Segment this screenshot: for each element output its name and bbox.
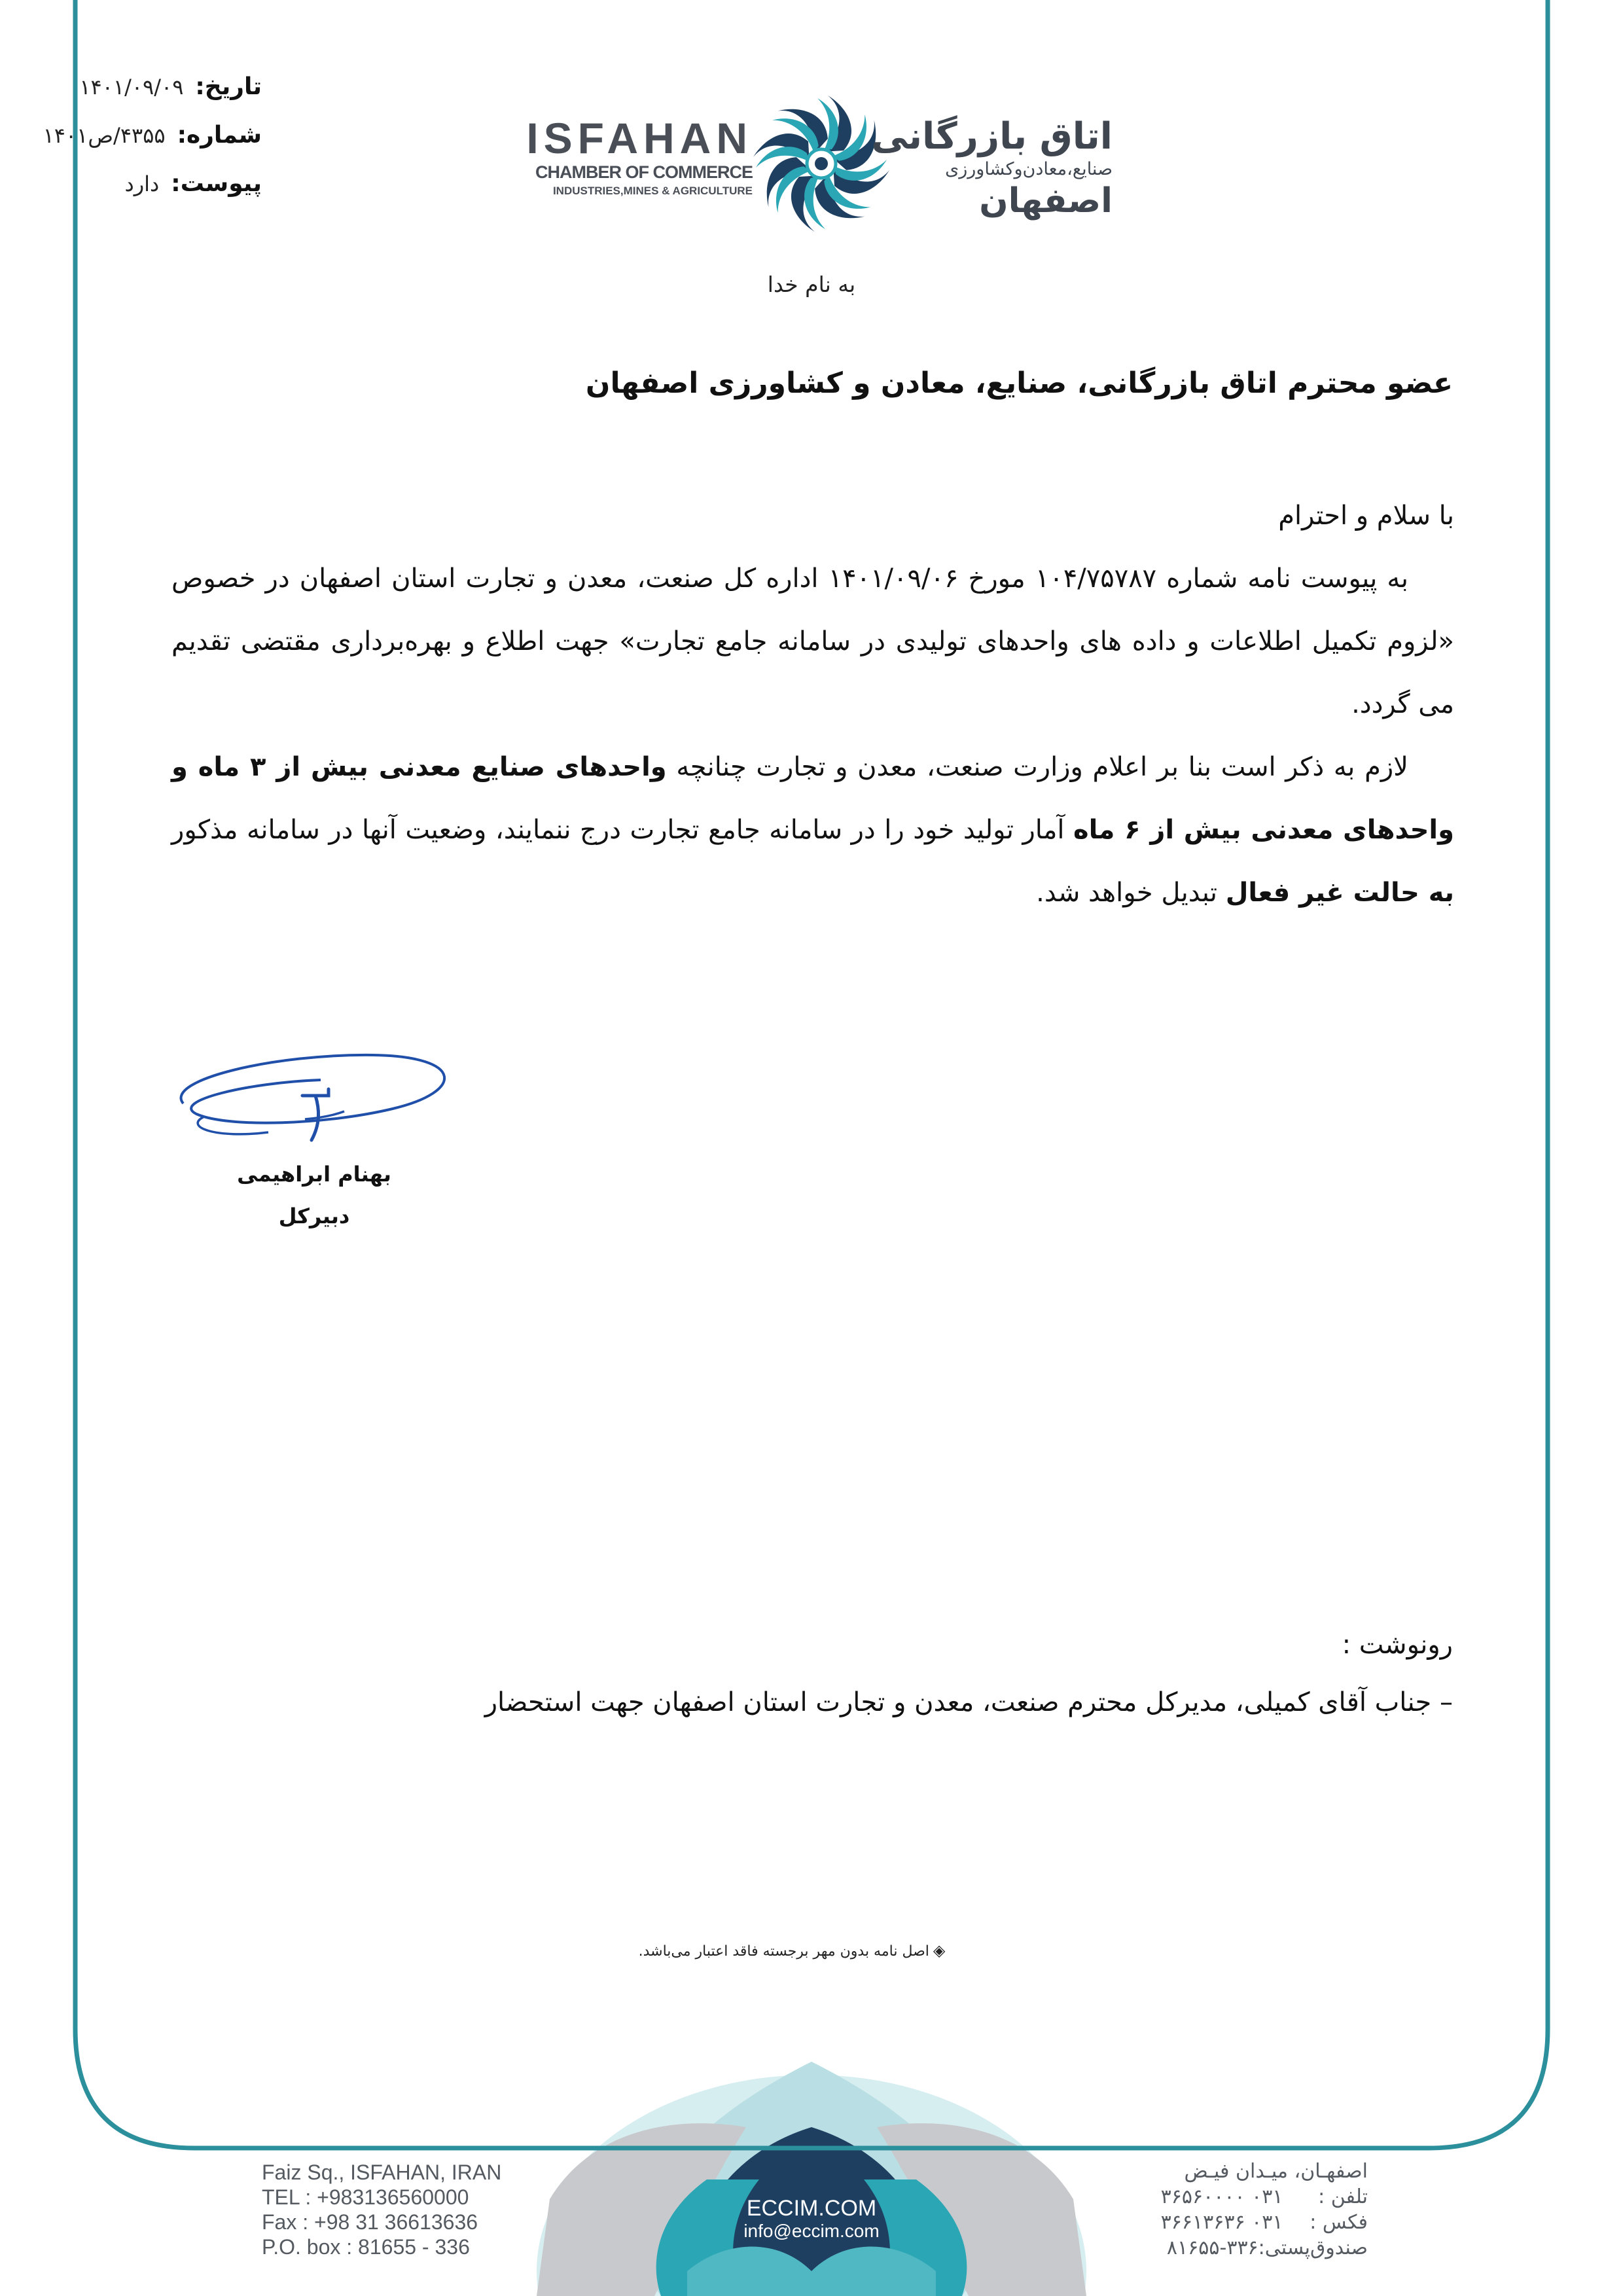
p2-text-a: لازم به ذکر است بنا بر اعلام وزارت صنعت، معدن و تجارت چنانچه: [666, 752, 1408, 782]
logo-text-persian: [871, 115, 1113, 221]
cc-item: – جناب آقای کمیلی، مدیرکل محترم صنعت، معدن و تجارت استان اصفهان جهت استحضار: [484, 1687, 1453, 1717]
logo-en-subtitle: CHAMBER OF COMMERCE: [535, 162, 753, 182]
footer-en-address: Faiz Sq., ISFAHAN, IRAN: [262, 2161, 502, 2184]
logo-text-english: [517, 114, 753, 199]
date-value: ۱۴۰۱/۰۹/۰۹: [79, 75, 184, 99]
footer-web: [720, 2196, 903, 2242]
footer-en-tel: TEL : +983136560000: [262, 2185, 469, 2209]
body-paragraph-1: به پیوست نامه شماره ۱۰۴/۷۵۷۸۷ مورخ ۱۴۰۱/۰۹/۰۶ اداره کل صنعت، معدن و تجارت استان اصفهان در خصوص «لزوم تکمیل اطلاعات و داده های واحدهای تولیدی در سامانه جامع تجارت» جهت اطلاع و بهره‌برداری مقتضی تقدیم می گردد.: [171, 564, 1454, 719]
footer-email[interactable]: info@eccim.com: [743, 2221, 880, 2241]
number-label: شماره:: [177, 122, 262, 149]
validity-notice: [615, 1941, 969, 1960]
number-value: ۴۳۵۵/ص۱۴۰۱: [43, 123, 166, 148]
footer-fa-fax-row: [1126, 2210, 1368, 2235]
footer-fa-tel-label: تلفن :: [1318, 2185, 1368, 2208]
attachment-row: [26, 170, 262, 219]
cc-title: رونوشت :: [1342, 1630, 1453, 1660]
footer-fa-tel: ۰۳۱ ۳۶۵۶۰۰۰۰: [1160, 2185, 1283, 2208]
footer-fa-address: اصفهـان، میـدان فیـض: [1184, 2160, 1368, 2183]
logo-fa-city: اصفهان: [979, 181, 1113, 221]
logo-en-title: ISFAHAN: [526, 114, 753, 162]
signer-name: بهنام ابراهیمی: [237, 1162, 391, 1187]
p2-bold-inactive: به حالت غیر فعال: [1225, 878, 1454, 908]
signature-scribble: [157, 1041, 465, 1158]
chamber-rosette-icon: [746, 92, 897, 236]
footer-contact-english: [262, 2160, 510, 2259]
addressee-line: عضو محترم اتاق بازرگانی، صنایع، معادن و کشاورزی اصفهان: [585, 367, 1453, 400]
diamond-bullet-icon: ◈: [933, 1941, 946, 1960]
footer-en-fax: Fax : +98 31 36613636: [262, 2210, 478, 2234]
footer-fa-fax-label: فکس :: [1310, 2211, 1368, 2234]
footer-fa-po-label: صندوق‌پستی:: [1258, 2236, 1368, 2259]
signer-title: دبیرکل: [278, 1204, 350, 1229]
p2-bold-units: واحدهای صنایع معدنی بیش از ۳ ماه و واحدهای معدنی بیش از ۶ ماه: [171, 752, 1454, 845]
footer-contact-persian: [1126, 2159, 1368, 2261]
footer-website[interactable]: ECCIM.COM: [746, 2196, 877, 2221]
attachment-value: دارد: [124, 171, 160, 196]
footer-en-po: P.O. box : 81655 - 336: [262, 2235, 470, 2259]
footer-rosette: [537, 2062, 1086, 2296]
date-label: تاریخ:: [195, 73, 262, 100]
letter-body: [171, 484, 1454, 924]
footer-fa-po: ۳۳۶-۸۱۶۵۵: [1166, 2236, 1258, 2259]
number-row: [26, 122, 262, 170]
p2-text-c: آمار تولید خود را در سامانه جامع تجارت درج ننمایند، وضعیت آنها در سامانه مذکور: [171, 815, 1074, 845]
date-row: [26, 73, 262, 122]
footer-fa-tel-row: [1126, 2184, 1368, 2210]
logo-fa-title: اتاق بازرگانی: [871, 115, 1113, 158]
p2-text-e: تبدیل خواهد شد.: [1036, 878, 1226, 908]
body-paragraph-2: [171, 736, 1454, 924]
letter-meta: [26, 73, 262, 219]
signer-block: [216, 1153, 412, 1237]
basmala: به نام خدا: [767, 272, 856, 297]
attachment-label: پیوست:: [171, 170, 262, 197]
footer-fa-fax: ۰۳۱ ۳۶۶۱۳۶۳۶: [1160, 2211, 1283, 2234]
logo-fa-subtitle: صنایع،معادن‌وکشاورزی: [945, 159, 1113, 179]
logo-en-tagline: INDUSTRIES,MINES & AGRICULTURE: [552, 185, 753, 197]
salutation: با سلام و احترام: [1278, 501, 1454, 531]
footer-fa-po-row: [1126, 2235, 1368, 2261]
notice-text: اصل نامه بدون مهر برجسته فاقد اعتبار می‌باشد.: [638, 1943, 929, 1960]
